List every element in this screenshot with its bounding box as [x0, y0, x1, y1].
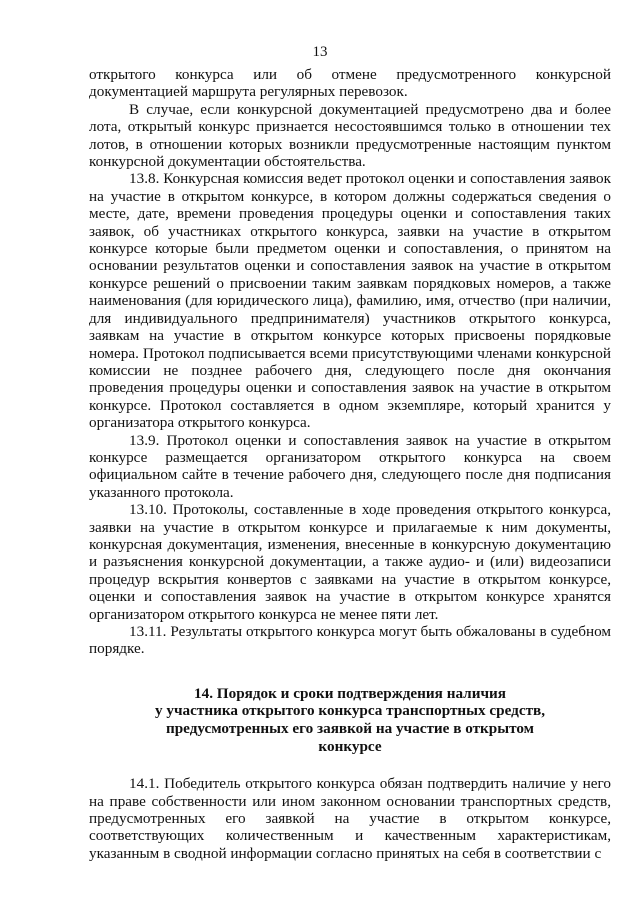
paragraph: 13.11. Результаты открытого конкурса могут быть обжалованы в судебном порядке.: [89, 623, 611, 658]
paragraph: 13.9. Протокол оценки и сопоставления заявок на участие в открытом конкурсе размещается организатором открытого конкурса на своем официальном сайте в течение рабочего дня, следующего после дня подписания указанного протокола.: [89, 431, 611, 501]
paragraphs-after-heading: [89, 775, 611, 862]
section-heading-line: у участника открытого конкурса транспортных средств,: [154, 702, 546, 720]
paragraphs-before-heading: [89, 66, 611, 658]
paragraph: 13.8. Конкурсная комиссия ведет протокол оценки и сопоставления заявок на участие в открытом конкурсе, в котором должны содержаться сведения о месте, дате, времени проведения процедуры оценки и сопоставления таких заявок, об участниках открытого конкурса, заявки на участие в открытом конкурсе которые были предметом оценки и сопоставления, о принятом на основании результатов оценки и сопоставления заявок на участие в открытом конкурсе решений о присвоении таким заявкам порядковых номеров, а также наименования (для юридического лица), фамилию, имя, отчество (при наличии, для индивидуального предпринимателя) участников открытого конкурса, заявкам на участие в открытом конкурсе которых присвоены порядковые номера. Протокол подписывается всеми присутствующими членами конкурсной комиссии не позднее рабочего дня, следующего после дня окончания проведения процедуры оценки и сопоставления заявок на участие в открытом конкурсе. Протокол составляется в одном экземпляре, который хранится у организатора открытого конкурса.: [89, 170, 611, 432]
page-number: 13: [312, 44, 328, 60]
paragraph: 13.10. Протоколы, составленные в ходе проведения открытого конкурса, заявки на участие в открытом конкурсе и прилагаемые к ним документы, конкурсная документация, изменения, внесенные в конкурсную документацию и разъяснения конкурсной документации, а также аудио- и (или) видеозаписи процедур вскрытия конвертов с заявками на участие в открытом конкурсе, оценки и сопоставления заявок на участие в открытом конкурсе хранятся организатором открытого конкурса не менее пяти лет.: [89, 501, 611, 623]
paragraph: В случае, если конкурсной документацией предусмотрено два и более лота, открытый конкурс признается несостоявшимся только в отношении тех лотов, в отношении которых возникли предусмотренные настоящим пунктом конкурсной документации обстоятельства.: [89, 100, 611, 171]
section-heading-line: 14. Порядок и сроки подтверждения наличия: [194, 684, 506, 702]
document-body: [89, 66, 611, 862]
section-heading-line: конкурсе: [318, 737, 382, 755]
paragraph: 14.1. Победитель открытого конкурса обязан подтвердить наличие у него на праве собственности или ином законном основании транспортных средств, предусмотренных его заявкой на участие в открытом конкурсе, соответствующих количественным и качественным характеристикам, указанным в сводной информации согласно принятых на себя в соответствии с: [89, 775, 611, 862]
section-heading-line: предусмотренных его заявкой на участие в открытом: [165, 720, 535, 737]
paragraph: открытого конкурса или об отмене предусмотренного конкурсной документацией маршрута регулярных перевозок.: [89, 66, 611, 101]
section-heading: [89, 685, 611, 755]
